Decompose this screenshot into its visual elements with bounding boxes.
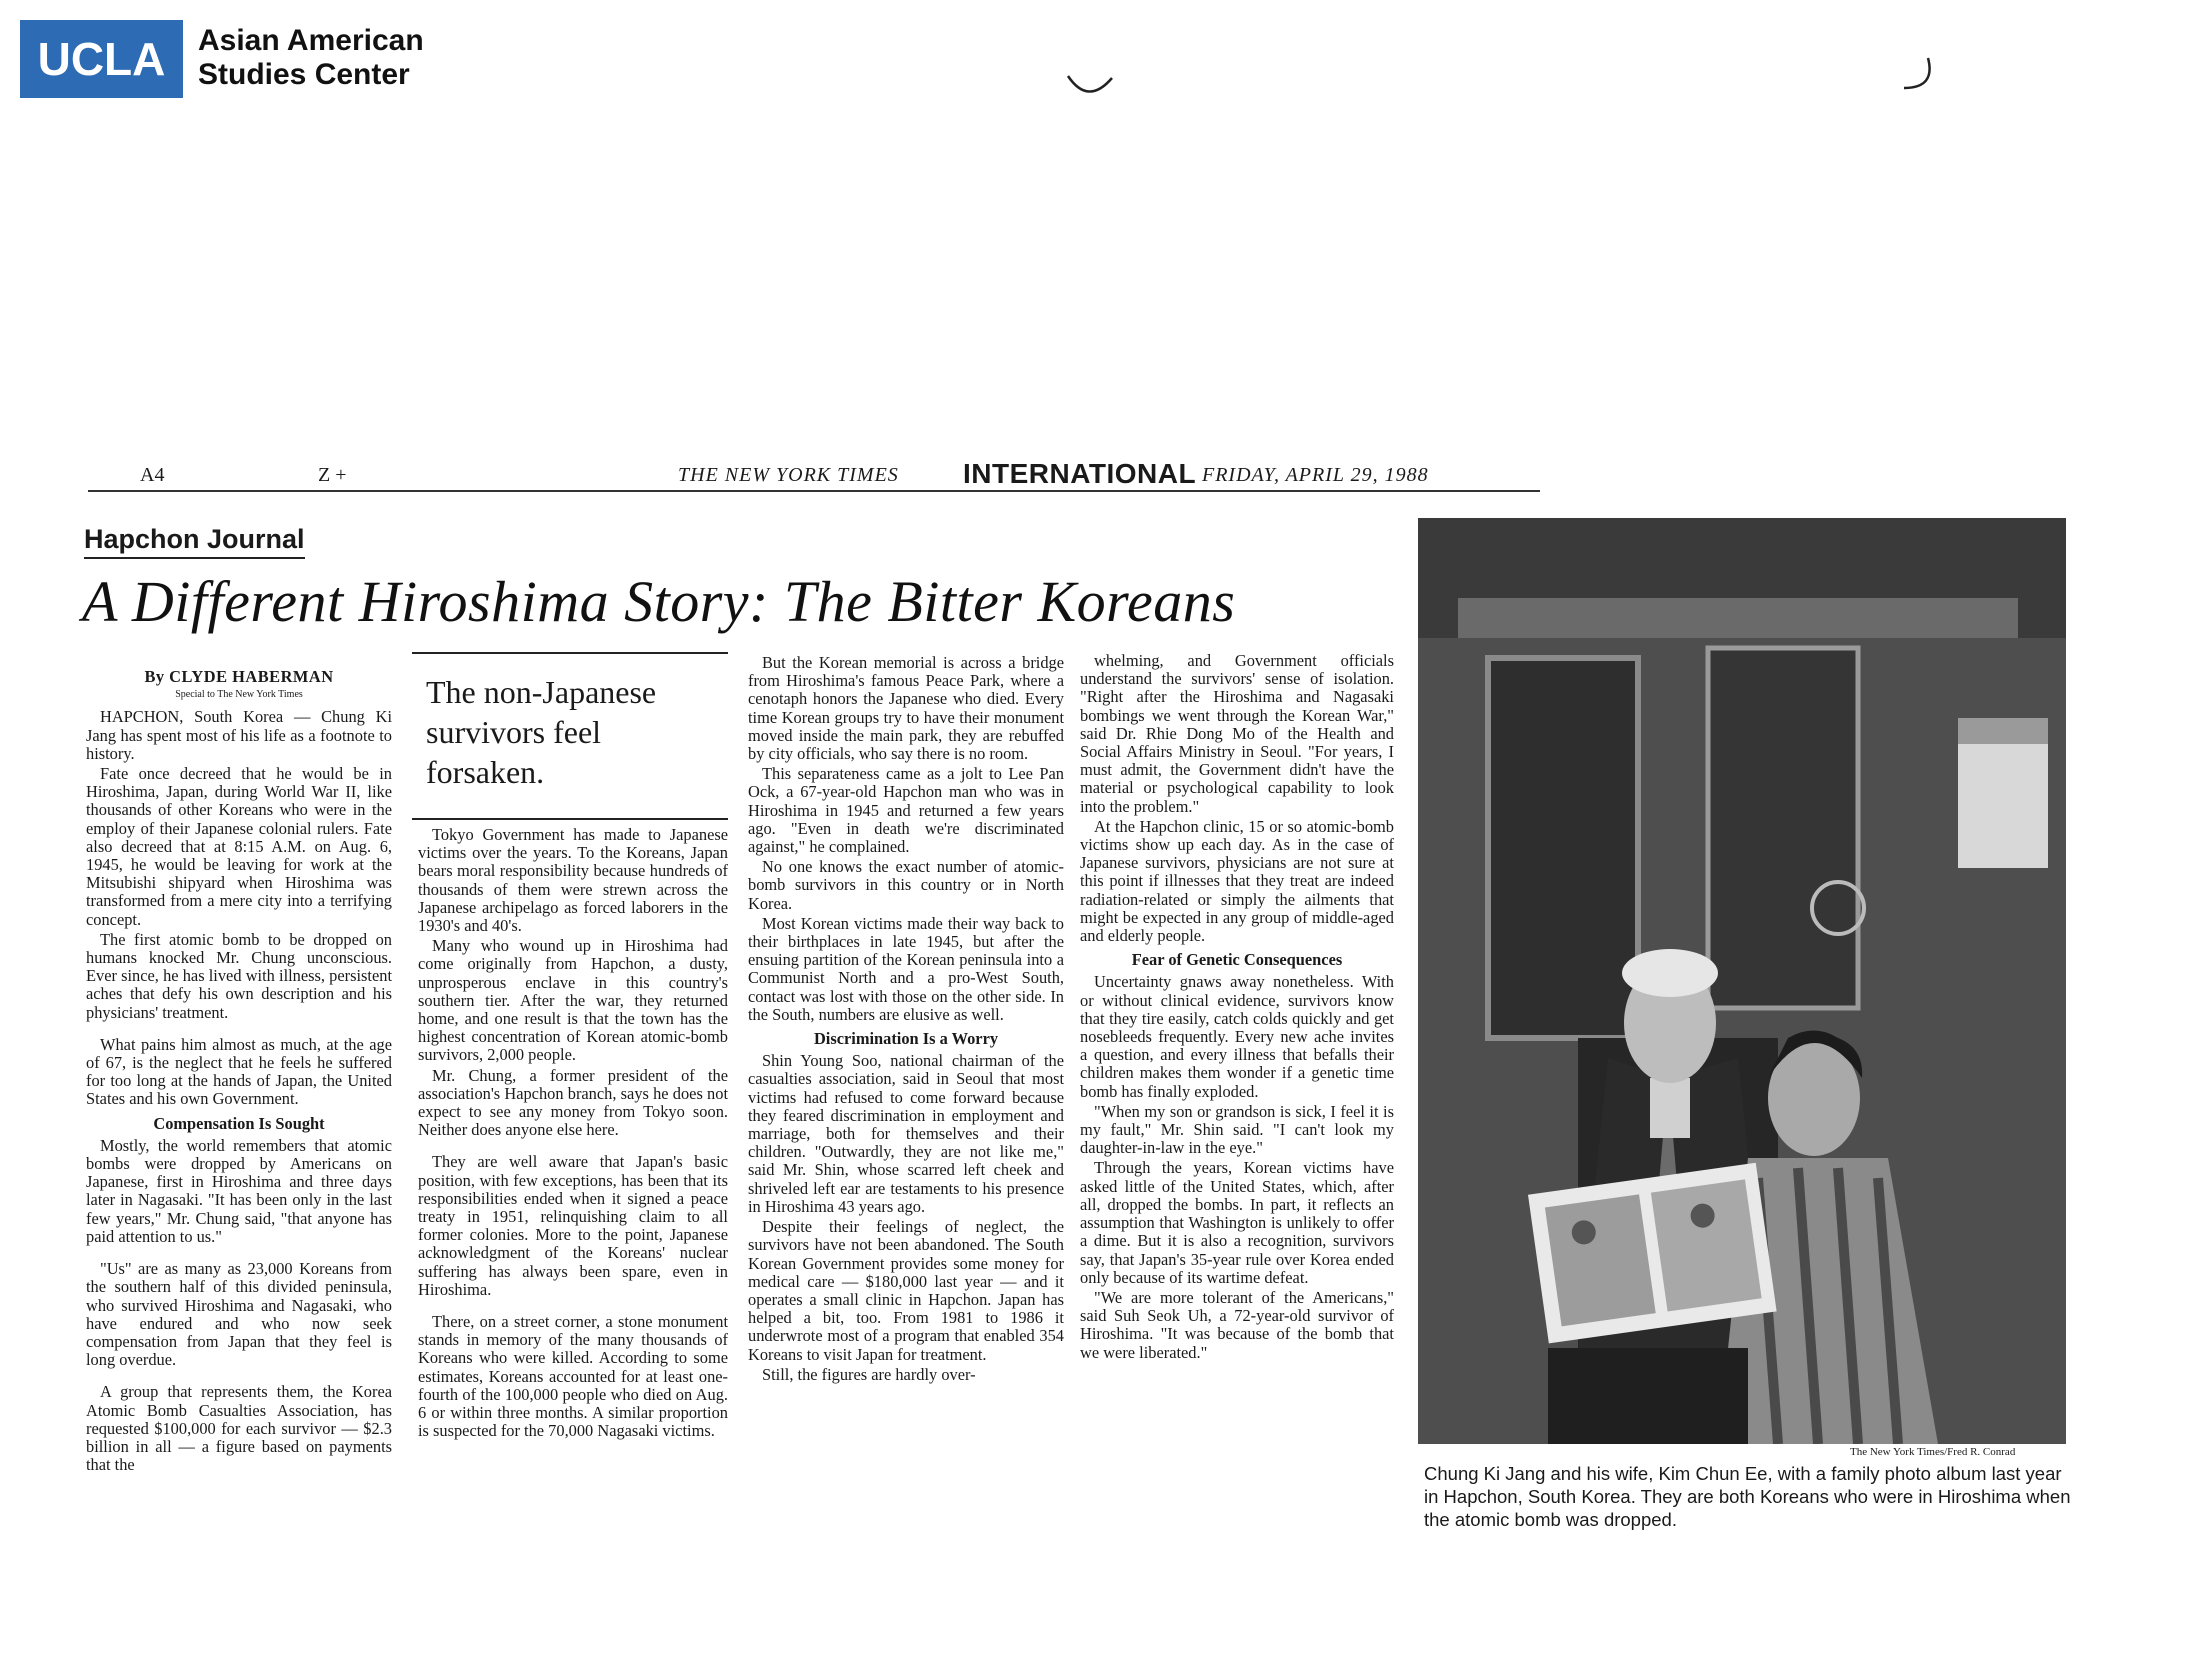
paragraph: They are well aware that Japan's basic position, with few exceptions, has been that its responsibilities ended when it signed a peace treaty in 1951, relinquishing claim to all former colonies. More to the point, Japanese acknowledgment of the Koreans' nuclear suffering has always been spare, even in Hiroshima.	[418, 1152, 728, 1299]
article-photo	[1418, 518, 2066, 1444]
paragraph: A group that represents them, the Korea Atomic Bomb Casualties Association, has requested $100,000 for each survivor — $2.3 billion in all — a figure based on payments that the	[86, 1382, 392, 1475]
paragraph: Through the years, Korean victims have asked little of the United States, which, after all, dropped the bombs. In part, it reflects an assumption that Washington is unlikely to offer a dime. But it is also a recognition, survivors say, that Japan's 35-year rule over Korea ended only because of its wartime defeat.	[1080, 1158, 1394, 1287]
paragraph: Mostly, the world remembers that atomic bombs were dropped by Americans on Japanese, first in Hiroshima and three days later in Nagasaki. "It has been only in the last few years," Mr. Chung said, "that anyone has paid attention to us."	[86, 1135, 392, 1246]
kicker: Hapchon Journal	[84, 524, 305, 559]
paragraph: Fate once decreed that he would be in Hiroshima, Japan, during World War II, like thousands of other Koreans who were in the employ of their Japanese colonial rulers. Fate also decreed that at 8:15 A.M. on Aug. 6, 1945, he would be leaving for work at the Mitsubishi shipyard when Hiroshima was transformed from a mere city into a terrifying concept.	[86, 764, 392, 929]
paragraph: HAPCHON, South Korea — Chung Ki Jang has spent most of his life as a footnote to history.	[86, 707, 392, 763]
subhead: Compensation Is Sought	[153, 1113, 325, 1133]
paragraph: Mr. Chung, a former president of the association's Hapchon branch, says he does not expect to see any money from Tokyo soon. Neither does anyone else here.	[418, 1065, 728, 1140]
paragraph: There, on a street corner, a stone monument stands in memory of the many thousands of Koreans who were killed. According to some estimates, Koreans accounted for at least one-fourth of the 100,000 people who died on Aug. 6 or within three months. A similar proportion is suspected for the 70,000 Nagasaki victims.	[418, 1312, 728, 1441]
paragraph: Tokyo Government has made to Japanese victims over the years. To the Koreans, Japan bears moral responsibility because hundreds of thousands of them were strewn across the Japanese archipelago as forced laborers in the 1930's and 40's.	[418, 825, 728, 936]
paragraph: The first atomic bomb to be dropped on humans knocked Mr. Chung unconscious. Ever since, he has lived with illness, persistent aches that defy his own description and his physicians' treatment.	[86, 929, 392, 1022]
subhead: Discrimination Is a Worry	[813, 1029, 999, 1049]
photo-illustration	[1418, 518, 2066, 1444]
publication-name: THE NEW YORK TIMES	[678, 464, 899, 486]
edition-mark: Z +	[318, 464, 347, 486]
paragraph: This separateness came as a jolt to Lee Pan Ock, a 67-year-old Hapchon man who was in Hiroshima in 1945 and returned a few years ago. "Even in death we're discriminated against," he complained.	[748, 764, 1064, 857]
article-column-2	[418, 826, 728, 1441]
paragraph: What pains him almost as much, at the age of 67, is the neglect that he feels he suffered for too long at the hands of Japan, the United States and his own Government.	[86, 1034, 392, 1109]
paragraph: Uncertainty gnaws away nonetheless. With or without clinical evidence, survivors know that they tire easily, catch colds quickly and get nosebleeds frequently. Every new ache invites a question, and every illness that befalls their children makes them wonder if a genetic time bomb has finally exploded.	[1080, 972, 1394, 1101]
special-note: Special to The New York Times	[175, 689, 303, 701]
punch-mark-icon	[1890, 52, 1950, 102]
ucla-logo: UCLA	[20, 20, 183, 98]
paragraph: Many who wound up in Hiroshima had come originally from Hapchon, a dusty, unprosperous enclave in this country's southern tier. After the war, they returned home, and one result is that the town has the highest concentration of Korean atomic-bomb survivors, 2,000 people.	[418, 936, 728, 1065]
subhead: Fear of Genetic Consequences	[1131, 950, 1343, 970]
paragraph: Most Korean victims made their way back to their birthplaces in late 1945, but after the ensuing partition of the Korean peninsula into a Communist North and a pro-West South, contact was lost with those on the other side. In the South, numbers are elusive as well.	[748, 913, 1064, 1024]
page-header	[88, 458, 1540, 492]
photo-credit: The New York Times/Fred R. Conrad	[1850, 1446, 2016, 1458]
paragraph: Still, the figures are hardly over-	[762, 1364, 976, 1384]
paragraph: "We are more tolerant of the Americans," said Suh Seok Uh, a 72-year-old survivor of Hiroshima. "It was because of the bomb that we were liberated."	[1080, 1287, 1394, 1362]
paragraph: No one knows the exact number of atomic-bomb survivors in this country or in North Korea.	[748, 857, 1064, 913]
section-name: INTERNATIONAL	[963, 458, 1197, 489]
paragraph: But the Korean memorial is across a bridge from Hiroshima's famous Peace Park, where a cenotaph honors the Japanese who died. Every time Korean groups try to have their monument moved inside the main park, they are rebuffed by city officials, who say there is no room.	[748, 653, 1064, 764]
paragraph: whelming, and Government officials understand the survivors' sense of isolation. "Right after the Hiroshima and Nagasaki bombings we went through the Korean War," said Dr. Rhie Dong Mo of the Health and Social Affairs Ministry in Seoul. "For years, I must admit, the Government didn't have the material or psychological capability to look into the problem."	[1080, 651, 1394, 816]
page-number: A4	[140, 464, 165, 486]
pull-quote: The non-Japanese survivors feel forsaken.	[426, 674, 657, 790]
paragraph: At the Hapchon clinic, 15 or so atomic-bomb victims show up each day. As in the case of Japanese survivors, physicians are not sure at this point if illnesses that they treat are indeed radiation-related or simply the ailments that might be expected in any group of middle-aged and elderly people.	[1080, 816, 1394, 946]
center-name-line2: Studies Center	[198, 58, 410, 91]
headline: A Different Hiroshima Story: The Bitter Koreans	[82, 569, 1236, 634]
byline: By CLYDE HABERMAN	[144, 667, 334, 686]
paragraph: Shin Young Soo, national chairman of the casualties association, said in Seoul that most victims had refused to come forward because they feared discrimination in employment and marriage, both for themselves and their children. "Outwardly, they are not like me," said Mr. Shin, whose scarred left cheek and shriveled left ear are testaments to his presence in Hiroshima 43 years ago.	[748, 1051, 1064, 1216]
issue-date: FRIDAY, APRIL 29, 1988	[1202, 464, 1429, 486]
article-column-1	[86, 668, 392, 1474]
pull-quote-box	[412, 652, 728, 820]
center-name	[198, 24, 424, 92]
paragraph: Despite their feelings of neglect, the survivors have not been abandoned. The South Korean Government provides some money for medical care — $180,000 last year — and it operates a small clinic in Hapchon. Japan has helped a bit, too. From 1981 to 1986 it underwrote most of a program that enabled 354 Koreans to visit Japan for treatment.	[748, 1217, 1064, 1364]
center-name-line1: Asian American	[198, 24, 424, 57]
punch-mark-icon	[1060, 58, 1120, 108]
article-column-3	[748, 654, 1064, 1384]
paragraph: "When my son or grandson is sick, I feel it is my fault," Mr. Shin said. "I can't look my daughter-in-law in the eye."	[1080, 1101, 1394, 1158]
paragraph: "Us" are as many as 23,000 Koreans from the southern half of this divided peninsula, who survived Hiroshima and Nagasaki, who have endured and who now seek compensation from Japan that they feel is long overdue.	[86, 1259, 392, 1370]
photo-caption: Chung Ki Jang and his wife, Kim Chun Ee, with a family photo album last year in Hapchon, South Korea. They are both Koreans who were in Hiroshima when the atomic bomb was dropped.	[1424, 1463, 2071, 1530]
article-column-4	[1080, 652, 1394, 1362]
